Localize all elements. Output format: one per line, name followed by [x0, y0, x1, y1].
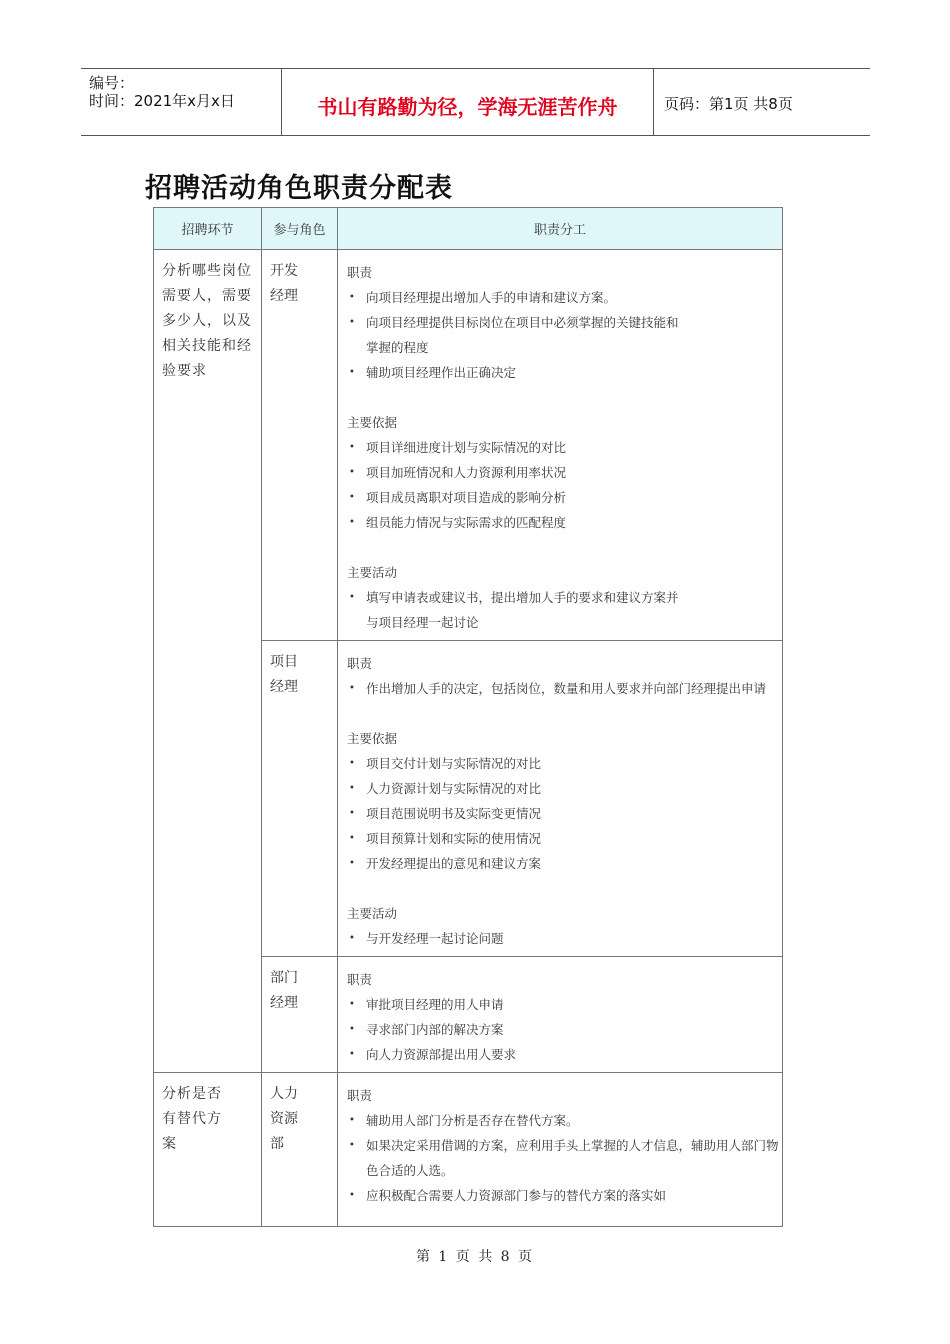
- duty-item: • 如果决定采用借调的方案，应利用手头上掌握的人才信息，辅助用人部门物色合适的人选。: [347, 1133, 779, 1183]
- duty-item: • 项目成员离职对项目造成的影响分析: [347, 485, 782, 510]
- role-name: 开发经理: [270, 263, 298, 304]
- duty-item: • 向人力资源部提出用人要求: [347, 1042, 782, 1067]
- section-heading: 主要依据: [347, 731, 398, 746]
- duty-item: • 应积极配合需要人力资源部门参与的替代方案的落实如: [347, 1183, 782, 1208]
- duty-item: • 项目加班情况和人力资源利用率状况: [347, 460, 782, 485]
- section-heading: 职责: [347, 265, 373, 280]
- duty-cell: [337, 250, 783, 640]
- role-name: 人力资源部: [270, 1086, 298, 1152]
- duty-item: • 项目预算计划和实际的使用情况: [347, 826, 782, 851]
- role-cell: [261, 250, 337, 640]
- duty-item: • 与开发经理一起讨论问题: [347, 926, 782, 951]
- table-row-group: [153, 250, 783, 1073]
- duty-item: • 填写申请表或建议书，提出增加人手的要求和建议方案并与项目经理一起讨论: [347, 585, 687, 635]
- role-row: [261, 1073, 783, 1227]
- page-footer: 第 1 页 共 8 页: [415, 1249, 535, 1265]
- section-heading: 职责: [347, 656, 373, 671]
- stage-cell: [153, 1073, 261, 1226]
- duty-item: • 辅助项目经理作出正确决定: [347, 360, 782, 385]
- section-heading: 职责: [347, 1088, 373, 1103]
- role-row: [261, 250, 783, 641]
- stage-text: 分析是否有替代方案: [162, 1086, 222, 1152]
- role-row: [261, 957, 783, 1073]
- duty-item: • 作出增加人手的决定，包括岗位，数量和用人要求并向部门经理提出申请: [347, 676, 782, 701]
- stage-cell: [153, 250, 261, 1072]
- column-header-duties: 职责分工: [337, 208, 783, 249]
- page-header: [81, 68, 870, 136]
- role-name: 部门经理: [270, 970, 298, 1011]
- page-title: 招聘活动角色职责分配表: [145, 173, 453, 204]
- duty-item: • 项目范围说明书及实际变更情况: [347, 801, 782, 826]
- header-motto: 书山有路勤为径，学海无涯苦作舟: [281, 69, 654, 135]
- duty-cell: [337, 957, 783, 1073]
- header-meta: [81, 69, 281, 135]
- duty-item: • 人力资源计划与实际情况的对比: [347, 776, 782, 801]
- code-label: 编号：: [89, 74, 135, 92]
- column-header-stage: 招聘环节: [153, 208, 261, 249]
- role-cell: [261, 641, 337, 956]
- table-header-row: [153, 207, 783, 250]
- duty-item: • 开发经理提出的意见和建议方案: [347, 851, 782, 876]
- duty-item: • 组员能力情况与实际需求的匹配程度: [347, 510, 782, 535]
- role-cell: [261, 1073, 337, 1227]
- duty-cell: [337, 1073, 783, 1227]
- section-heading: 主要活动: [347, 906, 398, 921]
- column-header-role: 参与角色: [261, 208, 337, 249]
- duty-item: • 辅助用人部门分析是否存在替代方案。: [347, 1108, 782, 1133]
- duty-item: • 寻求部门内部的解决方案: [347, 1017, 782, 1042]
- section-heading: 主要依据: [347, 415, 398, 430]
- duty-cell: [337, 641, 783, 956]
- table-row-group: [153, 1073, 783, 1227]
- duty-item: • 向项目经理提出增加人手的申请和建议方案。: [347, 285, 782, 310]
- role-row: [261, 641, 783, 957]
- section-heading: 职责: [347, 972, 373, 987]
- duty-item: • 审批项目经理的用人申请: [347, 992, 782, 1017]
- duty-item: • 项目交付计划与实际情况的对比: [347, 751, 782, 776]
- stage-text: 分析哪些岗位需要人，需要多少人，以及相关技能和经验要求: [162, 263, 252, 379]
- role-name: 项目经理: [270, 654, 298, 695]
- role-cell: [261, 957, 337, 1073]
- time-label: 时间：2021年x月x日: [89, 92, 235, 110]
- duty-item: • 向项目经理提供目标岗位在项目中必须掌握的关键技能和掌握的程度: [347, 310, 687, 360]
- header-page-label: 页码：第1页 共8页: [664, 94, 793, 113]
- duty-item: • 项目详细进度计划与实际情况的对比: [347, 435, 782, 460]
- section-heading: 主要活动: [347, 565, 398, 580]
- responsibility-table: [153, 207, 783, 1227]
